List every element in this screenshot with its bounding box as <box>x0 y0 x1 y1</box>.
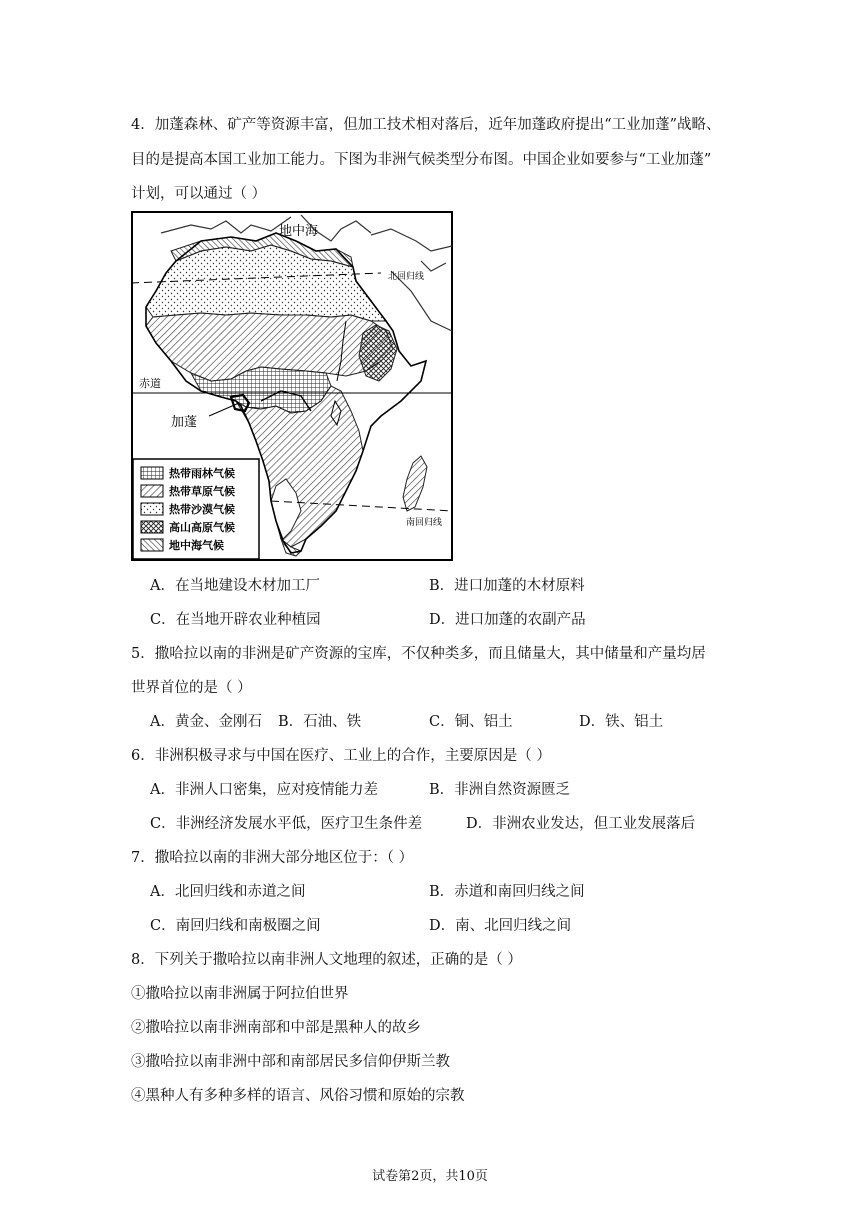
q6-option-b: B．非洲自然资源匮乏 <box>429 782 571 798</box>
legend-rainforest: 热带雨林气候 <box>169 468 235 480</box>
legend-savanna: 热带草原气候 <box>169 486 235 498</box>
page-footer: 试卷第2页，共10页 <box>372 1169 488 1184</box>
q4-option-c: C．在当地开辟农业种植园 <box>150 612 321 628</box>
africa-climate-map <box>131 211 453 561</box>
q6-option-a: A．非洲人口密集，应对疫情能力差 <box>150 782 378 798</box>
legend-highland: 高山高原气候 <box>169 522 235 534</box>
q8-item-3: ③撒哈拉以南非洲中部和南部居民多信仰伊斯兰教 <box>131 1054 450 1070</box>
q5-option-d: D．铁、铝土 <box>579 714 664 730</box>
q5-stem-line-1: 5．撒哈拉以南的非洲是矿产资源的宝库，不仅种类多，而且储量大，其中储量和产量均居 <box>131 646 706 662</box>
q4-stem-line-2: 目的是提高本国工业加工能力。下图为非洲气候类型分布图。中国企业如要参与“工业加蓬” <box>131 152 712 168</box>
q7-option-b: B．赤道和南回归线之间 <box>429 884 585 900</box>
q5-stem-line-2: 世界首位的是（ ） <box>131 680 252 696</box>
label-tropic-cancer: 北回归线 <box>388 271 425 281</box>
map-legend <box>133 459 259 559</box>
q7-stem: 7．撒哈拉以南的非洲大部分地区位于：（ ） <box>131 850 414 866</box>
q4-option-a: A．在当地建设木材加工厂 <box>150 578 320 594</box>
q6-option-d: D．非洲农业发达，但工业发展落后 <box>466 816 696 832</box>
label-gabon: 加蓬 <box>171 414 198 429</box>
q5-option-b: B．石油、铁 <box>278 714 362 730</box>
legend-mediterranean: 地中海气候 <box>169 540 224 552</box>
q8-item-2: ②撒哈拉以南非洲南部和中部是黑种人的故乡 <box>131 1020 421 1036</box>
q8-stem: 8．下列关于撒哈拉以南非洲人文地理的叙述，正确的是（ ） <box>131 952 522 968</box>
label-mediterranean-sea: 地中海 <box>279 223 319 238</box>
q8-item-1: ①撒哈拉以南非洲属于阿拉伯世界 <box>131 986 349 1002</box>
q8-item-4: ④黑种人有多种多样的语言、风俗习惯和原始的宗教 <box>131 1088 465 1104</box>
q7-option-d: D．南、北回归线之间 <box>429 918 572 934</box>
q4-stem-line-3: 计划，可以通过（ ） <box>131 186 267 202</box>
q6-option-c: C．非洲经济发展水平低，医疗卫生条件差 <box>150 816 423 832</box>
q5-option-a: A．黄金、金刚石 <box>150 714 262 730</box>
q5-option-c: C．铜、铝土 <box>429 714 513 730</box>
legend-desert: 热带沙漠气候 <box>169 504 235 516</box>
q6-stem: 6．非洲积极寻求与中国在医疗、工业上的合作，主要原因是（ ） <box>131 748 551 764</box>
q4-option-d: D．进口加蓬的农副产品 <box>429 612 586 628</box>
q7-option-c: C．南回归线和南极圈之间 <box>150 918 321 934</box>
label-equator: 赤道 <box>139 378 161 390</box>
q4-stem-line-1: 4．加蓬森林、矿产等资源丰富，但加工技术相对落后，近年加蓬政府提出“工业加蓬”战略、 <box>131 117 721 133</box>
label-tropic-capricorn: 南回归线 <box>406 517 443 527</box>
q7-option-a: A．北回归线和赤道之间 <box>150 884 306 900</box>
q4-option-b: B．进口加蓬的木材原料 <box>429 578 585 594</box>
